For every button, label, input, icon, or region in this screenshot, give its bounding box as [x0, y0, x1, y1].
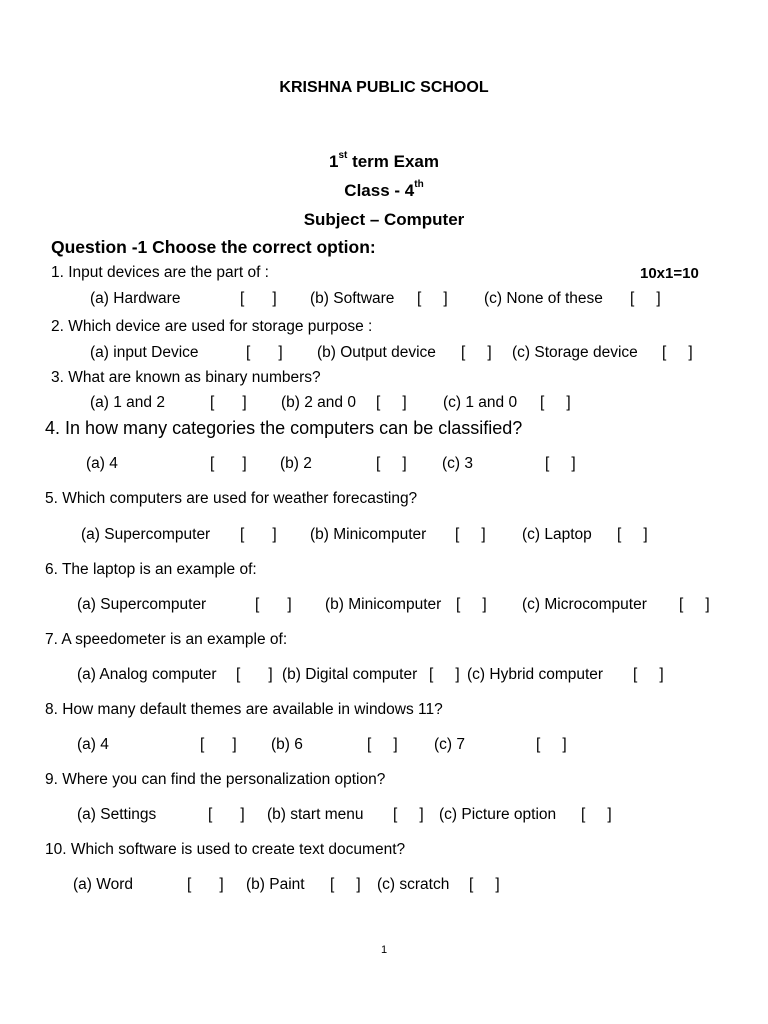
q6-answer-box-b[interactable]: [ ]	[456, 596, 487, 613]
q8-answer-box-b[interactable]: [ ]	[367, 736, 398, 753]
marks-label: 10x1=10	[640, 265, 699, 282]
q10-answer-box-a[interactable]: [ ]	[187, 876, 224, 893]
school-name: KRISHNA PUBLIC SCHOOL	[279, 79, 489, 96]
q6-option-a: (a) Supercomputer	[77, 596, 207, 613]
q8-option-c: (c) 7	[434, 736, 465, 753]
q5-option-a: (a) Supercomputer	[81, 526, 211, 543]
q7-answer-box-c[interactable]: [ ]	[633, 666, 664, 683]
exam-title	[0, 152, 768, 172]
question-2: 2. Which device are used for storage purpose :	[51, 318, 373, 335]
q8-answer-box-c[interactable]: [ ]	[536, 736, 567, 753]
question-6: 6. The laptop is an example of:	[45, 561, 257, 578]
question-3: 3. What are known as binary numbers?	[51, 369, 321, 386]
q5-answer-box-c[interactable]: [ ]	[617, 526, 648, 543]
exam-label: term Exam	[347, 152, 440, 171]
q1-option-a: (a) Hardware	[90, 290, 181, 307]
q9-option-b: (b) start menu	[267, 806, 364, 823]
class-label: Class - 4	[344, 181, 415, 200]
q2-option-c: (c) Storage device	[512, 344, 638, 361]
q4-option-a: (a) 4	[86, 455, 118, 472]
q8-option-a: (a) 4	[77, 736, 109, 753]
q6-option-b: (b) Minicomputer	[325, 596, 442, 613]
q10-option-b: (b) Paint	[246, 876, 305, 893]
q3-answer-box-a[interactable]: [ ]	[210, 394, 247, 411]
q4-option-c: (c) 3	[442, 455, 473, 472]
q8-answer-box-a[interactable]: [ ]	[200, 736, 237, 753]
exam-number: 1	[328, 152, 339, 171]
question-10: 10. Which software is used to create text document?	[45, 841, 406, 858]
q3-option-c: (c) 1 and 0	[443, 394, 518, 411]
q5-option-c: (c) Laptop	[522, 526, 592, 543]
q7-answer-box-a[interactable]: [ ]	[236, 666, 273, 683]
question-7: 7. A speedometer is an example of:	[45, 631, 288, 648]
question-4: 4. In how many categories the computers can be classified?	[45, 418, 523, 438]
q7-option-c: (c) Hybrid computer	[467, 666, 604, 683]
q6-answer-box-a[interactable]: [ ]	[255, 596, 292, 613]
q5-answer-box-b[interactable]: [ ]	[455, 526, 486, 543]
q1-answer-box-b[interactable]: [ ]	[417, 290, 448, 307]
q4-option-b: (b) 2	[280, 455, 312, 472]
q1-answer-box-c[interactable]: [ ]	[630, 290, 661, 307]
question-5: 5. Which computers are used for weather forecasting?	[45, 490, 418, 507]
q4-answer-box-b[interactable]: [ ]	[376, 455, 407, 472]
q1-answer-box-a[interactable]: [ ]	[240, 290, 277, 307]
q5-answer-box-a[interactable]: [ ]	[240, 526, 277, 543]
q2-answer-box-c[interactable]: [ ]	[662, 344, 693, 361]
q9-answer-box-a[interactable]: [ ]	[208, 806, 245, 823]
class-line	[0, 181, 768, 201]
q2-option-a: (a) input Device	[90, 344, 199, 361]
page-number: 1	[380, 944, 388, 956]
q4-answer-box-a[interactable]: [ ]	[210, 455, 247, 472]
class-ordinal: th	[414, 179, 424, 190]
q9-answer-box-c[interactable]: [ ]	[581, 806, 612, 823]
question-9: 9. Where you can find the personalization option?	[45, 771, 386, 788]
q3-answer-box-c[interactable]: [ ]	[540, 394, 571, 411]
q6-answer-box-c[interactable]: [ ]	[679, 596, 710, 613]
q9-option-a: (a) Settings	[77, 806, 157, 823]
q10-option-c: (c) scratch	[377, 876, 450, 893]
question-1: 1. Input devices are the part of :	[51, 264, 269, 281]
question-8: 8. How many default themes are available in windows 11?	[45, 701, 443, 718]
q7-option-a: (a) Analog computer	[77, 666, 217, 683]
q2-answer-box-b[interactable]: [ ]	[461, 344, 492, 361]
q7-option-b: (b) Digital computer	[282, 666, 418, 683]
q7-answer-box-b[interactable]: [ ]	[429, 666, 460, 683]
q4-answer-box-c[interactable]: [ ]	[545, 455, 576, 472]
section-heading: Question -1 Choose the correct option:	[51, 237, 376, 257]
exam-ordinal: st	[338, 150, 348, 161]
q2-option-b: (b) Output device	[317, 344, 436, 361]
q10-answer-box-c[interactable]: [ ]	[469, 876, 500, 893]
q9-answer-box-b[interactable]: [ ]	[393, 806, 424, 823]
q8-option-b: (b) 6	[271, 736, 303, 753]
q6-option-c: (c) Microcomputer	[522, 596, 647, 613]
q10-answer-box-b[interactable]: [ ]	[330, 876, 361, 893]
q2-answer-box-a[interactable]: [ ]	[246, 344, 283, 361]
q3-option-b: (b) 2 and 0	[281, 394, 356, 411]
q3-answer-box-b[interactable]: [ ]	[376, 394, 407, 411]
q9-option-c: (c) Picture option	[439, 806, 557, 823]
q1-option-b: (b) Software	[310, 290, 395, 307]
q3-option-a: (a) 1 and 2	[90, 394, 165, 411]
q1-option-c: (c) None of these	[484, 290, 603, 307]
subject-line: Subject – Computer	[303, 210, 465, 229]
q10-option-a: (a) Word	[73, 876, 134, 893]
q5-option-b: (b) Minicomputer	[310, 526, 427, 543]
